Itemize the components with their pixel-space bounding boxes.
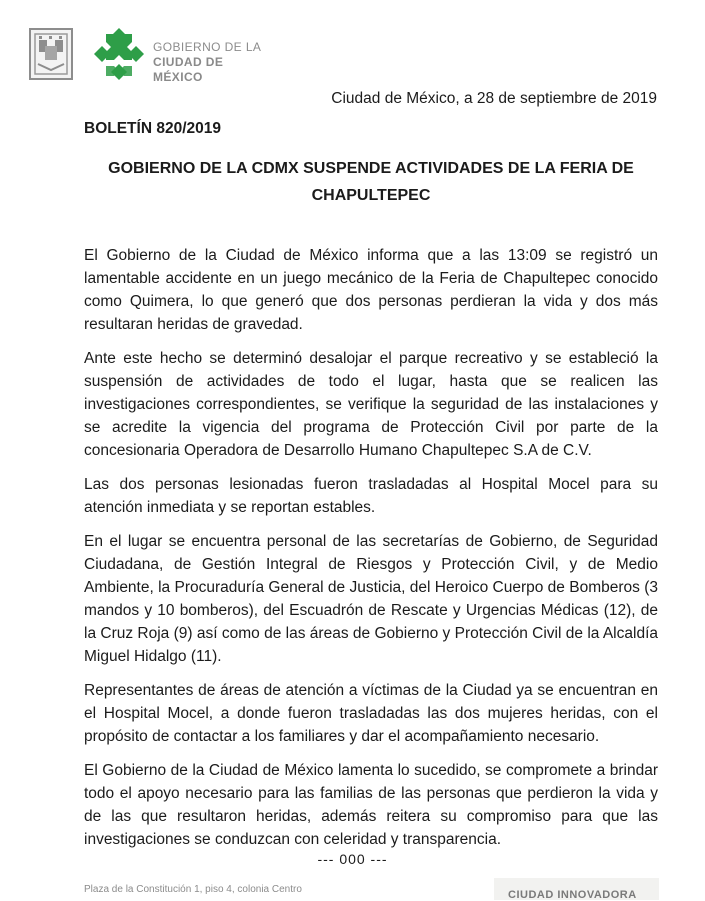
letterhead <box>0 0 705 90</box>
paragraph: En el lugar se encuentra personal de las secretarías de Gobierno, de Seguridad Ciudadana, de Gestión Integral de Riesgos y Protección Civil, y de Medio Ambiente, la Procuraduría General de Justicia, del Heroico Cuerpo de Bomberos (3 mandos y 10 bomberos), del Escuadrón de Rescate y Urgencias Médicas (12), de la Cruz Roja (9) así como de las áreas de Gobierno y Protección Civil de la Alcaldía Miguel Hidalgo (11). <box>84 533 658 665</box>
paragraph: El Gobierno de la Ciudad de México informa que a las 13:09 se registró un lamentable accidente en un juego mecánico de la Feria de Chapultepec conocido como Quimera, lo que generó que dos personas perdieran la vida y dos más resultaran heridas de gravedad. <box>84 247 658 333</box>
coat-of-arms-icon <box>29 28 73 80</box>
paragraph: El Gobierno de la Ciudad de México lamenta lo sucedido, se compromete a brindar todo el apoyo necesario para las familias de las personas que perdieron la vida y de las que resultaron heridas, además reitera su compromiso para que las investigaciones se conduzcan con celeridad y transparencia. <box>84 762 658 848</box>
end-mark: --- 000 --- <box>317 851 388 867</box>
paragraph: Ante este hecho se determinó desalojar el parque recreativo y se estableció la suspensión de actividades de todo el lugar, hasta que se realicen las investigaciones correspondientes, se verifique la seguridad de las instalaciones y se acredite la vigencia del programa de Protección Civil por parte de la concesionaria Operadora de Desarrollo Humano Chapultepec S.A de C.V. <box>84 350 658 459</box>
paragraph: Las dos personas lesionadas fueron trasladadas al Hospital Mocel para su atención inmediata y se reportan estables. <box>84 476 658 516</box>
footer-address: Plaza de la Constitución 1, piso 4, colonia Centro <box>84 884 302 895</box>
cdmx-logo-icon <box>92 26 146 82</box>
footer-badge: CIUDAD INNOVADORA <box>494 878 659 900</box>
press-release-body <box>84 244 658 862</box>
date-line: Ciudad de México, a 28 de septiembre de 2019 <box>331 90 657 107</box>
bulletin-number: BOLETÍN 820/2019 <box>84 120 221 137</box>
headline: GOBIERNO DE LA CDMX SUSPENDE ACTIVIDADES DE LA FERIA DE CHAPULTEPEC <box>108 160 634 204</box>
government-name <box>153 40 273 85</box>
government-name-line1: GOBIERNO DE LA <box>153 40 262 54</box>
government-name-line2: CIUDAD DE MÉXICO <box>153 55 224 84</box>
paragraph: Representantes de áreas de atención a víctimas de la Ciudad ya se encuentran en el Hospital Mocel, a donde fueron trasladadas las dos mujeres heridas, con el propósito de contactar a los familiares y dar el acompañamiento necesario. <box>84 682 658 745</box>
